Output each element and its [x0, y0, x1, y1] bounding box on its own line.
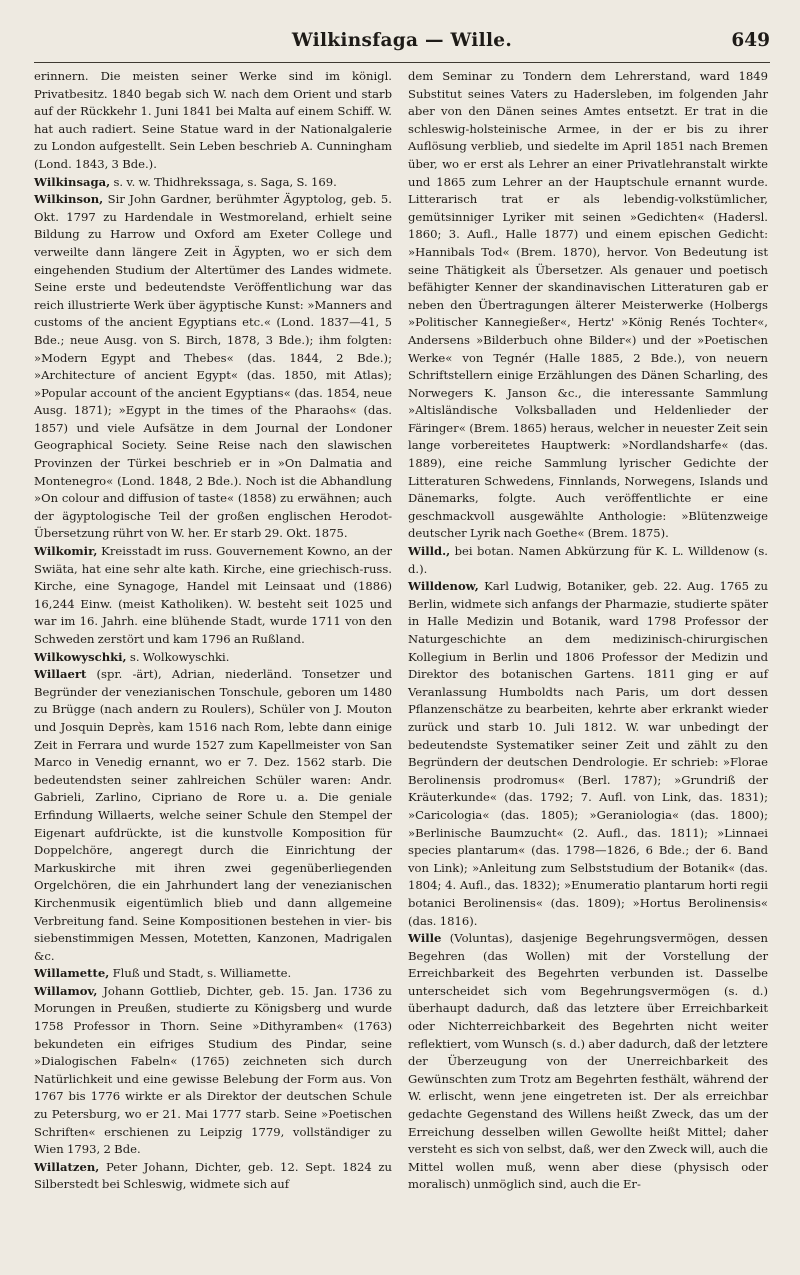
dictionary-entry	[408, 543, 768, 578]
entry-headword: Wilkinsaga,	[34, 174, 111, 189]
entry-headword: Willaert	[34, 667, 87, 682]
entry-text: Fluß und Stadt, s. Williamette.	[112, 966, 292, 981]
dictionary-entry	[34, 649, 392, 667]
entry-headword: Willamov,	[34, 983, 98, 998]
running-title: Wilkinsfaga — Wille.	[291, 30, 513, 51]
entry-headword: Wilkowyschki,	[34, 649, 127, 664]
entry-text: Kreisstadt im russ. Gouvernement Kowno, an der Swiäta, hat eine sehr alte kath. Kirche, eine griechisch-russ. Kirche, eine Synagoge, Handel mit Leinsaat und (1886) 16,244 Einw. (meist Katholiken). W. besteht seit 1025 und war im 16. Jahrh. eine blühende Stadt, wurde 1711 von den Schweden zerstört und kam 1796 an Rußland.	[34, 544, 392, 646]
dictionary-entry	[34, 965, 392, 983]
entry-text: Johann Gottlieb, Dichter, geb. 15. Jan. 1736 zu Morungen in Preußen, studierte zu Königsberg und wurde 1758 Professor in Thorn. Seine »Dithyramben« (1763) bekundeten ein eifriges Studium des Pindar, seine »Dialogischen Fabeln« (1765) zeichneten sich durch Natürlichkeit und eine gewisse Belebung der Form aus. Von 1767 bis 1776 wirkte er als Direktor der deutschen Schule zu Petersburg, wo er 21. Mai 1777 starb. Seine »Poetischen Schriften« erschienen zu Leipzig 1779, vollständiger zu Wien 1793, 2 Bde.	[34, 983, 392, 1157]
entry-headword: Willamette,	[34, 966, 110, 981]
dictionary-entry	[34, 666, 392, 965]
entry-continuation	[34, 68, 392, 174]
entry-text: Sir John Gardner, berühmter Ägyptolog, geb. 5. Okt. 1797 zu Hardendale in Westmoreland, erhielt seine Bildung zu Harrow und Oxford am Exeter College und verweilte dann längere Zeit in Ägypten, wo er sich dem eingehenden Studium der Altertümer des Landes widmete. Seine erste und bedeutendste Veröffentlichung war das reich illustrierte Werk über ägyptische Kunst: »Manners and customs of the ancient Egyptians etc.« (Lond. 1837—41, 5 Bde.; neue Ausg. von S. Birch, 1878, 3 Bde.); ihm folgten: »Modern Egypt and Thebes« (das. 1844, 2 Bde.); »Architecture of ancient Egypt« (das. 1850, mit Atlas); »Popular account of the ancient Egyptians« (das. 1854, neue Ausg. 1871); »Egypt in the times of the Pharaohs« (das. 1857) und viele Aufsätze in dem Journal der Londoner Geographical Society. Seine Reise nach den slawischen Provinzen der Türkei beschrieb er in »On Dalmatia and Montenegro« (Lond. 1848, 2 Bde.). Noch ist die Abhandlung »On colour and diffusion of taste« (1858) zu erwähnen; auch der ägyptologische Teil der großen englischen Herodot-Übersetzung rührt von W. her. Er starb 29. Okt. 1875.	[34, 192, 392, 541]
dictionary-entry	[408, 930, 768, 1194]
dictionary-entry	[34, 191, 392, 543]
page-number: 649	[731, 30, 770, 51]
entry-continuation	[408, 68, 768, 543]
dictionary-entry	[34, 983, 392, 1159]
entry-headword: Wilkinson,	[34, 192, 104, 207]
entry-headword: Willdenow,	[408, 579, 479, 594]
entry-text: s. v. w. Thidhrekssaga, s. Saga, S. 169.	[113, 174, 337, 189]
entry-text: dem Seminar zu Tondern dem Lehrerstand, ward 1849 Substitut seines Vaters zu Hadersleben, im folgenden Jahr aber von den Dänen seines Amtes entsetzt. Er trat in die schleswig-holsteinische Armee, in der er bis zu ihrer Auflösung verblieb, und siedelte im April 1851 nach Bremen über, wo er erst als Lehrer an einer Privatlehranstalt wirkte und 1865 zum Lehrer an der Hauptschule ernannt wurde. Litterarisch trat er als lebendig-volkstümlicher, gemütsinniger Lyriker mit seinen »Gedichten« (Hadersl. 1860; 3. Aufl., Halle 1877) und einem epischen Gedicht: »Hannibals Tod« (Brem. 1870), hervor. Von Bedeutung ist seine Thätigkeit als Übersetzer. Als genauer und poetisch befähigter Kenner der skandinavischen Litteraturen gab er neben den Übertragungen älterer Meisterwerke (Holbergs »Politischer Kannegießer«, Hertz' »König Renés Tochter«, Andersens »Bilderbuch ohne Bilder«) und der »Poetischen Werke« von Tegnér (Halle 1885, 2 Bde.), von neuern Schriftstellern einige Erzählungen des Dänen Scharling, des Norwegers K. Janson &c., die interessante Sammlung »Altisländische Volksballaden und Heldenlieder der Färinger« (Brem. 1865) heraus, welcher in neuester Zeit sein lange vorbereitetes Hauptwerk: »Nordlandsharfe« (das. 1889), eine reiche Sammlung lyrischer Gedichte der Litteraturen Schwedens, Finnlands, Norwegens, Islands und Dänemarks, folgte. Auch veröffentlichte er eine geschmackvoll ausgewählte Anthologie: »Blütenzweige deutscher Lyrik nach Goethe« (Brem. 1875).	[408, 69, 768, 541]
dictionary-entry	[34, 1159, 392, 1194]
entry-text: s. Wolkowyschki.	[129, 649, 230, 664]
dictionary-entry	[408, 578, 768, 930]
entry-headword: Willd.,	[408, 544, 451, 559]
right-column	[408, 68, 768, 1194]
page-header	[34, 30, 770, 58]
entry-text: (spr. -ärt), Adrian, niederländ. Tonsetzer und Begründer der venezianischen Tonschule, geboren um 1480 zu Brügge (nach andern zu Roulers), Schüler von J. Mouton und Josquin Deprès, kam 1516 nach Rom, lebte dann einige Zeit in Ferrara und wurde 1527 zum Kapellmeister von San Marco in Venedig ernannt, wo er 7. Dez. 1562 starb. Die bedeutendsten seiner zahlreichen Schüler waren: Andr. Gabrieli, Zarlino, Cipriano de Rore u. a. Die geniale Erfindung Willaerts, welche seiner Schule den Stempel der Eigenart aufdrückte, ist die kunstvolle Komposition für Doppelchöre, angeregt durch die Einrichtung der Markuskirche mit ihren zwei gegenüberliegenden Orgelchören, die ein Jahrhundert lang der venezianischen Kirchenmusik eigentümlich blieb und dann allgemeine Verbreitung fand. Seine Kompositionen bestehen in vier- bis siebenstimmigen Messen, Motetten, Kanzonen, Madrigalen &c.	[34, 667, 392, 963]
entry-text: erinnern. Die meisten seiner Werke sind im königl. Privatbesitz. 1840 begab sich W. nach dem Orient und starb auf der Rückkehr 1. Juni 1841 bei Malta auf einem Schiff. W. hat auch radiert. Seine Statue ward in der Nationalgalerie zu London aufgestellt. Sein Leben beschrieb A. Cunningham (Lond. 1843, 3 Bde.).	[34, 69, 392, 171]
dictionary-entry	[34, 174, 392, 192]
left-column	[34, 68, 392, 1194]
header-rule	[34, 62, 770, 63]
entry-text: Karl Ludwig, Botaniker, geb. 22. Aug. 1765 zu Berlin, widmete sich anfangs der Pharmazie, studierte später in Halle Medizin und Botanik, ward 1798 Professor der Naturgeschichte an dem medizinisch-chirurgischen Kollegium in Berlin und 1806 Professor der Medizin und Direktor des botanischen Gartens. 1811 ging er auf Veranlassung Humboldts nach Paris, um dort dessen Pflanzenschätze zu bearbeiten, kehrte aber erkrankt wieder zurück und starb 10. Juli 1812. W. war unbedingt der bedeutendste Systematiker seiner Zeit und zählt zu den Begründern der deutschen Dendrologie. Er schrieb: »Florae Berolinensis prodromus« (Berl. 1787); »Grundriß der Kräuterkunde« (das. 1792; 7. Aufl. von Link, das. 1831); »Caricologia« (das. 1805); »Geraniologia« (das. 1800); »Berlinische Baumzucht« (2. Aufl., das. 1811); »Linnaei species plantarum« (das. 1798—1826, 6 Bde.; der 6. Band von Link); »Anleitung zum Selbststudium der Botanik« (das. 1804; 4. Aufl., das. 1832); »Enumeratio plantarum horti regii botanici Berolinensis« (das. 1809); »Hortus Berolinensis« (das. 1816).	[408, 579, 768, 928]
entry-headword: Wilkomir,	[34, 544, 98, 559]
entry-headword: Willatzen,	[34, 1159, 100, 1174]
dictionary-entry	[34, 543, 392, 649]
entry-headword: Wille	[408, 931, 442, 946]
entry-text: (Voluntas), dasjenige Begehrungsvermögen, dessen Begehren (das Wollen) mit der Vorstellung der Erreichbarkeit des Begehrten verbunden ist. Dasselbe unterscheidet sich vom Begehrungsvermögen (s. d.) überhaupt dadurch, daß das letztere über Erreichbarkeit oder Nichterreichbarkeit des Begehrten nicht weiter reflektiert, vom Wunsch (s. d.) aber dadurch, daß der letztere der Überzeugung von der Unerreichbarkeit des Gewünschten zum Trotz am Begehrten festhält, während der W. erlischt, wenn jene eingetreten ist. Der als erreichbar gedachte Gegenstand des Willens heißt Zweck, das um der Erreichung desselben willen Gewollte heißt Mittel; daher versteht es sich von selbst, daß, wer den Zweck will, auch die Mittel wollen muß, wenn aber diese (physisch oder moralisch) unmöglich sind, auch die Er-	[408, 931, 768, 1192]
entry-text: bei botan. Namen Abkürzung für K. L. Willdenow (s. d.).	[408, 544, 768, 576]
entry-text: Peter Johann, Dichter, geb. 12. Sept. 1824 zu Silberstedt bei Schleswig, widmete sich auf	[34, 1159, 392, 1192]
